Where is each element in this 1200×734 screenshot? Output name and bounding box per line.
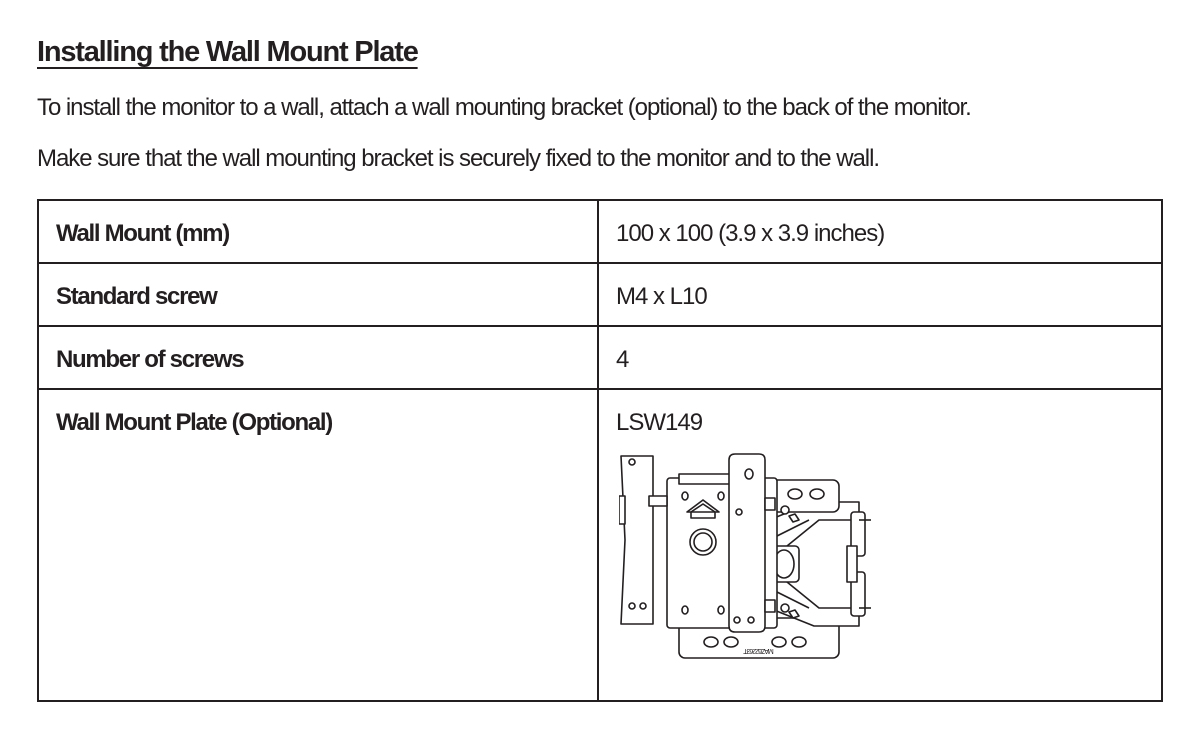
part-code-label: MAZ62263T [744,647,774,654]
wall-mount-plate-value: LSW149 MAZ62263T [598,389,1162,701]
wall-mount-bracket-illustration [619,450,883,668]
standard-screw-value: M4 x L10 [598,263,1162,326]
instruction-paragraph-1: To install the monitor to a wall, attach a wall mounting bracket (optional) to the back of the monitor. [37,94,971,121]
wall-mount-spec-table [37,199,1163,702]
number-of-screws-label: Number of screws [38,326,598,389]
number-of-screws-value: 4 [598,326,1162,389]
standard-screw-label: Standard screw [38,263,598,326]
wall-mount-size-value: 100 x 100 (3.9 x 3.9 inches) [598,200,1162,263]
table-row [38,389,1162,701]
section-heading: Installing the Wall Mount Plate [37,36,418,68]
table-row [38,326,1162,389]
table-row [38,200,1162,263]
wall-mount-plate-label: Wall Mount Plate (Optional) [38,389,598,701]
instruction-paragraph-2: Make sure that the wall mounting bracket is securely fixed to the monitor and to the wall. [37,145,879,172]
table-row [38,263,1162,326]
wall-mount-size-label: Wall Mount (mm) [38,200,598,263]
